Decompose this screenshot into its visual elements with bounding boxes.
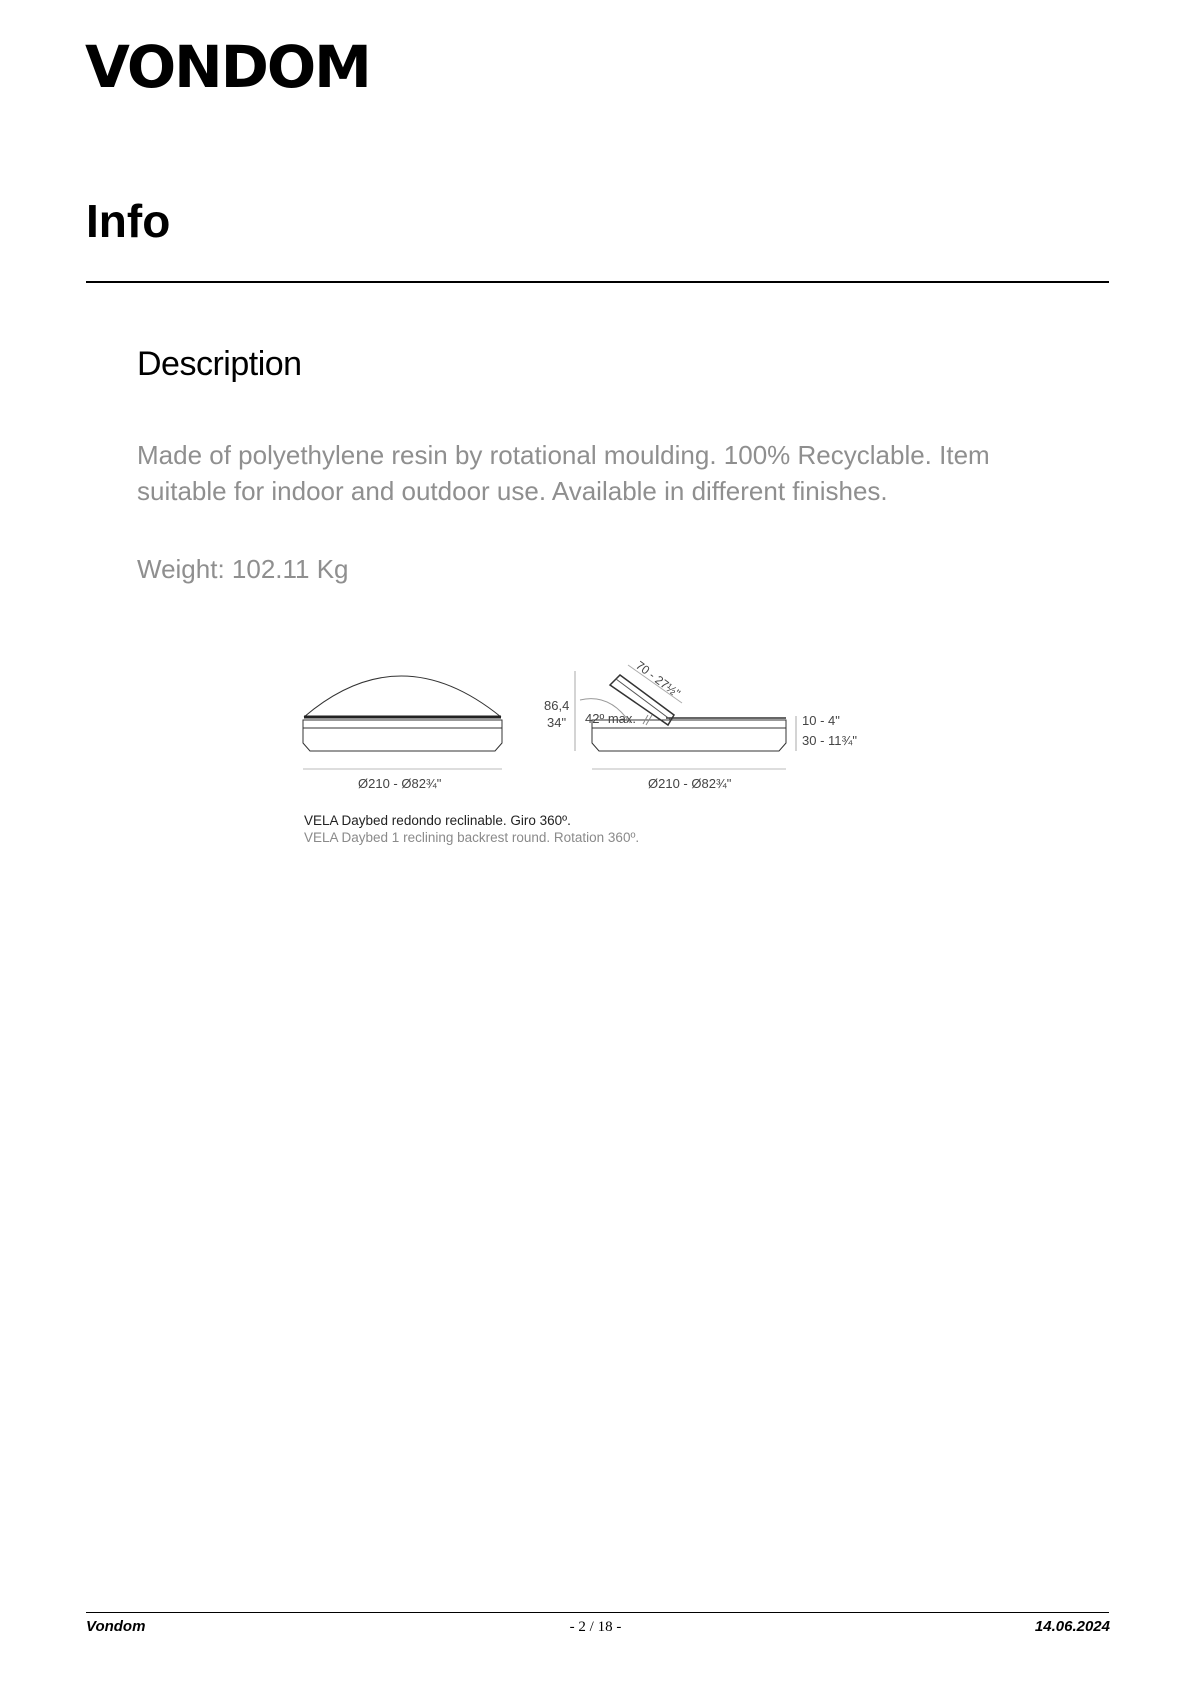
- title-divider: [86, 281, 1109, 283]
- left-diameter-label: Ø210 - Ø82¾": [358, 776, 442, 791]
- top-dimension-label: 10 - 4": [802, 713, 840, 728]
- footer-date: 14.06.2024: [1034, 1618, 1110, 1635]
- vondom-logo: VONDOM: [85, 33, 370, 101]
- angle-label: 42º max.: [585, 711, 636, 726]
- technical-drawing: [290, 645, 910, 795]
- drawing-caption: [304, 812, 639, 846]
- product-description: Made of polyethylene resin by rotational moulding. 100% Recyclable. Item suitable for indoor and outdoor use. Available in different finishes.: [137, 440, 990, 506]
- caption-english: VELA Daybed 1 reclining backrest round. Rotation 360º.: [304, 830, 640, 845]
- height-cm-label: 86,4: [544, 698, 570, 713]
- front-view: [303, 676, 502, 769]
- footer-company: Vondom: [86, 1618, 146, 1635]
- right-diameter-label: Ø210 - Ø82¾": [648, 776, 732, 791]
- height-in-label: 34": [547, 715, 567, 730]
- backrest-label: 70 - 27½": [633, 658, 683, 701]
- base-dimension-label: 30 - 11¾": [802, 733, 857, 748]
- product-weight: Weight: 102.11 Kg: [137, 554, 349, 584]
- page-title: Info: [86, 195, 171, 247]
- section-heading: Description: [137, 345, 302, 383]
- canopy-outline: [304, 676, 501, 717]
- footer-page-number: - 2 / 18 -: [569, 1619, 622, 1635]
- caption-spanish: VELA Daybed redondo reclinable. Giro 360º.: [304, 813, 571, 828]
- footer-divider: [86, 1612, 1109, 1613]
